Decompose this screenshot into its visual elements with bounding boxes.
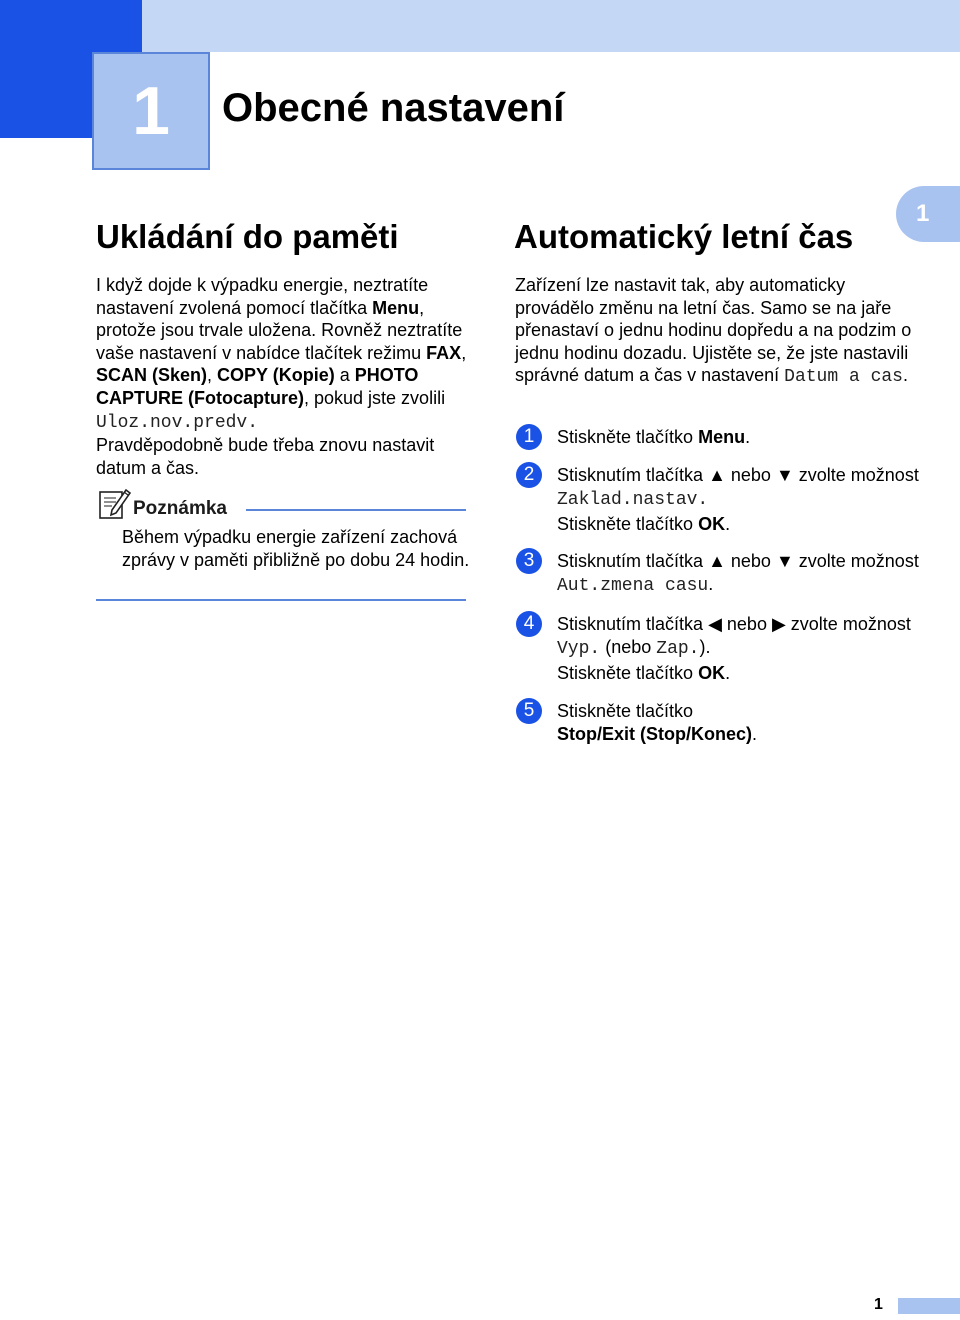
side-chapter-tab (896, 186, 960, 242)
note-bottom-rule (96, 599, 466, 601)
step-number-badge: 4 (516, 611, 542, 637)
arrow-down-icon: ▼ (775, 551, 794, 571)
arrow-up-icon: ▲ (708, 465, 726, 485)
section-heading-memory: Ukládání do paměti (96, 218, 399, 255)
chapter-number: 1 (132, 73, 170, 149)
step-number-badge: 1 (516, 424, 542, 450)
arrow-up-icon: ▲ (708, 551, 726, 571)
step-number-badge: 5 (516, 698, 542, 724)
memory-paragraph: I když dojde k výpadku energie, neztratíte nastavení zvolená pomocí tlačítka Menu, protože jsou trvale uložena. Rovněž neztratíte vaše nastavení v nabídce tlačítek režimu FAX, SCAN (Sken), COPY (Kopie) a PHOTO CAPTURE (Fotocapture), pokud jste zvolili Uloz.nov.predv. Pravděpodobně bude třeba znovu nastavit datum a čas. (96, 275, 467, 478)
section-heading-dst: Automatický letní čas (514, 218, 854, 255)
page-number-bar (898, 1298, 960, 1314)
arrow-down-icon: ▼ (775, 465, 794, 485)
arrow-left-icon: ◀ (708, 614, 722, 634)
chapter-band-light (142, 0, 960, 52)
page-number: 1 (874, 1296, 883, 1313)
step-text: Stisknutím tlačítka ▲ nebo ▼ zvolte možnost Aut.zmena casu. (557, 551, 919, 597)
dst-intro-paragraph: Zařízení lze nastavit tak, aby automaticky provádělo změnu na letní čas. Samo se na jaře přenastaví o jednu hodinu dopředu a na podzim o jednu hodinu dozadu. Ujistěte se, že jste nastavili správné datum a čas v nastavení Datum a cas. (515, 275, 912, 388)
note-pencil-icon (98, 486, 132, 520)
note-top-rule (246, 509, 466, 511)
side-tab-number: 1 (916, 200, 930, 227)
note-title: Poznámka (133, 498, 227, 519)
chapter-title: Obecné nastavení (222, 86, 565, 130)
step-number-badge: 2 (516, 462, 542, 488)
step-text: Stiskněte tlačítko Menu. (557, 427, 751, 447)
step-text: Stisknutím tlačítka ◀ nebo ▶ zvolte možnost Vyp. (nebo Zap.). Stiskněte tlačítko OK. (557, 614, 911, 683)
note-body: Během výpadku energie zařízení zachová zprávy v paměti přibližně po dobu 24 hodin. (122, 527, 470, 570)
step-text: Stiskněte tlačítko Stop/Exit (Stop/Konec). (557, 701, 758, 745)
chapter-number-box (92, 52, 210, 170)
step-number-badge: 3 (516, 548, 542, 574)
step-text: Stisknutím tlačítka ▲ nebo ▼ zvolte možnost Zaklad.nastav. Stiskněte tlačítko OK. (557, 465, 919, 534)
arrow-right-icon: ▶ (771, 614, 786, 634)
